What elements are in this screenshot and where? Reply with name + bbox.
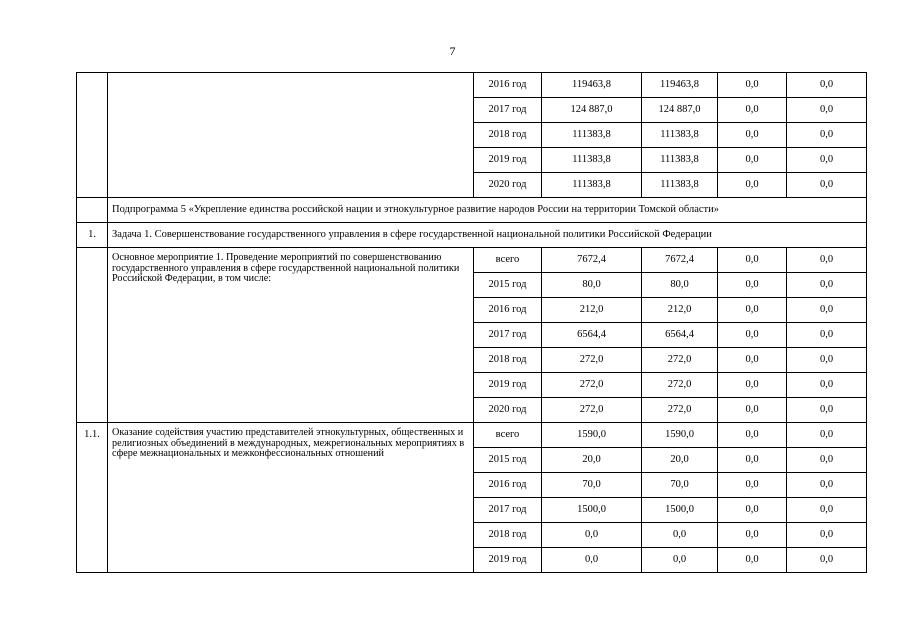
other-sources-cell: 0,0 [787,248,867,273]
total-cell: 7672,4 [542,248,642,273]
other-sources-cell: 0,0 [787,98,867,123]
regional-budget-cell: 111383,8 [642,123,718,148]
regional-budget-cell: 111383,8 [642,148,718,173]
federal-budget-cell: 0,0 [718,123,787,148]
total-cell: 111383,8 [542,173,642,198]
other-sources-cell: 0,0 [787,398,867,423]
period-cell: 2017 год [474,323,542,348]
period-cell: 2015 год [474,273,542,298]
regional-budget-cell: 272,0 [642,398,718,423]
federal-budget-cell: 0,0 [718,73,787,98]
period-cell: 2018 год [474,348,542,373]
total-cell: 80,0 [542,273,642,298]
regional-budget-cell: 6564,4 [642,323,718,348]
period-cell: 2019 год [474,548,542,573]
total-cell: 70,0 [542,473,642,498]
task-row [77,223,867,248]
table-row [77,73,867,98]
total-cell: 0,0 [542,548,642,573]
period-cell: 2017 год [474,98,542,123]
budget-table [76,72,867,573]
total-cell: 1500,0 [542,498,642,523]
other-sources-cell: 0,0 [787,298,867,323]
task-number: 1. [77,223,108,248]
total-cell: 111383,8 [542,123,642,148]
total-cell: 20,0 [542,448,642,473]
federal-budget-cell: 0,0 [718,173,787,198]
period-cell: 2019 год [474,373,542,398]
regional-budget-cell: 7672,4 [642,248,718,273]
period-cell: 2016 год [474,473,542,498]
other-sources-cell: 0,0 [787,73,867,98]
number-cell [77,198,108,223]
period-cell: 2016 год [474,298,542,323]
total-cell: 272,0 [542,398,642,423]
other-sources-cell: 0,0 [787,548,867,573]
total-cell: 272,0 [542,373,642,398]
federal-budget-cell: 0,0 [718,273,787,298]
other-sources-cell: 0,0 [787,473,867,498]
other-sources-cell: 0,0 [787,523,867,548]
table-row [77,423,867,448]
period-cell: 2020 год [474,173,542,198]
regional-budget-cell: 212,0 [642,298,718,323]
other-sources-cell: 0,0 [787,448,867,473]
activity-name: Оказание содействия участию представителей этнокультурных, общественных и религиозных объединений в международных, межрегиональных мероприятиях в сфере межнациональных и межконфессиональных отношений [108,423,474,573]
regional-budget-cell: 80,0 [642,273,718,298]
federal-budget-cell: 0,0 [718,348,787,373]
total-cell: 6564,4 [542,323,642,348]
regional-budget-cell: 0,0 [642,523,718,548]
federal-budget-cell: 0,0 [718,473,787,498]
number-cell [77,248,108,423]
federal-budget-cell: 0,0 [718,248,787,273]
regional-budget-cell: 1590,0 [642,423,718,448]
period-cell: 2018 год [474,523,542,548]
federal-budget-cell: 0,0 [718,523,787,548]
other-sources-cell: 0,0 [787,123,867,148]
regional-budget-cell: 20,0 [642,448,718,473]
regional-budget-cell: 124 887,0 [642,98,718,123]
subprogram-row [77,198,867,223]
period-cell: 2017 год [474,498,542,523]
federal-budget-cell: 0,0 [718,448,787,473]
period-cell: 2020 год [474,398,542,423]
subprogram-title: Подпрограмма 5 «Укрепление единства российской нации и этнокультурное развитие народов России на территории Томской области» [108,198,867,223]
total-cell: 212,0 [542,298,642,323]
regional-budget-cell: 272,0 [642,348,718,373]
name-cell [108,73,474,198]
regional-budget-cell: 1500,0 [642,498,718,523]
total-cell: 1590,0 [542,423,642,448]
federal-budget-cell: 0,0 [718,398,787,423]
federal-budget-cell: 0,0 [718,298,787,323]
period-cell: всего [474,248,542,273]
other-sources-cell: 0,0 [787,348,867,373]
period-cell: 2016 год [474,73,542,98]
task-title: Задача 1. Совершенствование государственного управления в сфере государственной национальной политики Российской Федерации [108,223,867,248]
activity-number: 1.1. [77,423,108,573]
total-cell: 124 887,0 [542,98,642,123]
federal-budget-cell: 0,0 [718,323,787,348]
federal-budget-cell: 0,0 [718,423,787,448]
main-activity-name: Основное мероприятие 1. Проведение мероприятий по совершенствованию государственного управления в сфере государственной национальной политики Российской Федерации, в том числе: [108,248,474,423]
federal-budget-cell: 0,0 [718,373,787,398]
regional-budget-cell: 111383,8 [642,173,718,198]
federal-budget-cell: 0,0 [718,148,787,173]
other-sources-cell: 0,0 [787,273,867,298]
page-number: 7 [449,44,456,58]
regional-budget-cell: 272,0 [642,373,718,398]
total-cell: 272,0 [542,348,642,373]
other-sources-cell: 0,0 [787,498,867,523]
period-cell: 2015 год [474,448,542,473]
regional-budget-cell: 70,0 [642,473,718,498]
period-cell: 2019 год [474,148,542,173]
federal-budget-cell: 0,0 [718,98,787,123]
other-sources-cell: 0,0 [787,423,867,448]
number-cell [77,73,108,198]
period-cell: 2018 год [474,123,542,148]
other-sources-cell: 0,0 [787,373,867,398]
regional-budget-cell: 119463,8 [642,73,718,98]
federal-budget-cell: 0,0 [718,498,787,523]
other-sources-cell: 0,0 [787,323,867,348]
total-cell: 111383,8 [542,148,642,173]
federal-budget-cell: 0,0 [718,548,787,573]
other-sources-cell: 0,0 [787,173,867,198]
total-cell: 119463,8 [542,73,642,98]
period-cell: всего [474,423,542,448]
total-cell: 0,0 [542,523,642,548]
table-row [77,248,867,273]
other-sources-cell: 0,0 [787,148,867,173]
regional-budget-cell: 0,0 [642,548,718,573]
